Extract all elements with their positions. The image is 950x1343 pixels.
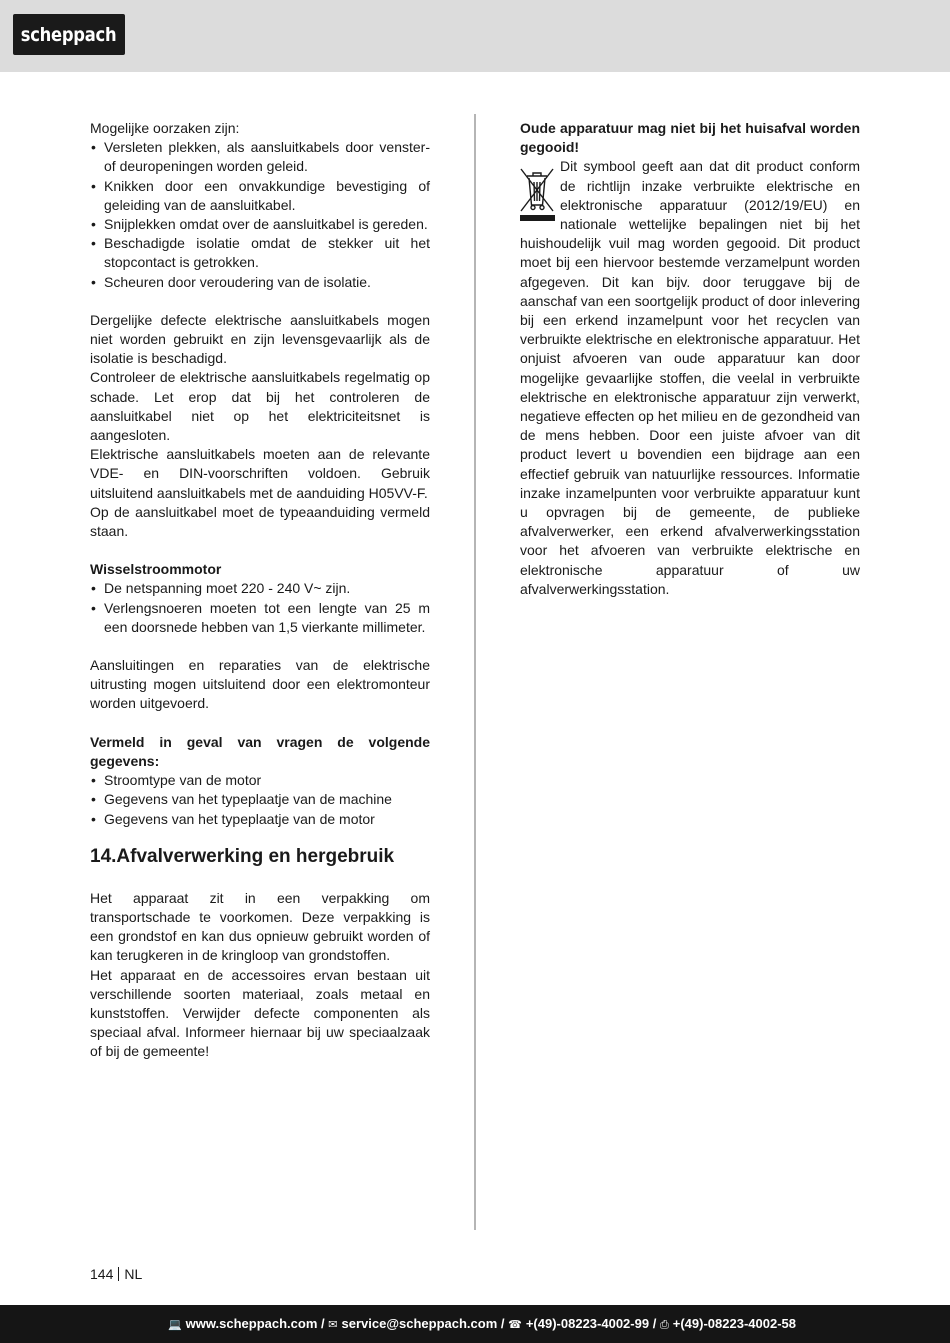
right-column	[520, 119, 860, 599]
contact-footer	[0, 1305, 950, 1343]
list-item: • Gegevens van het typeplaatje van de motor	[90, 810, 430, 829]
bullet-icon: •	[91, 791, 96, 808]
header-band	[0, 0, 950, 72]
contact-line	[168, 1316, 796, 1332]
list-item: • De netspanning moet 220 - 240 V~ zijn.	[90, 579, 430, 598]
page-number: 144	[90, 1266, 114, 1282]
list-item: • Scheuren door veroudering van de isolatie.	[90, 273, 430, 292]
footer-separator: /	[500, 1316, 505, 1331]
section-title: 14.Afvalverwerking en hergebruik	[90, 845, 395, 867]
bullet-icon: •	[91, 235, 96, 252]
list-item: • Stroomtype van de motor	[90, 771, 430, 790]
envelope-icon: ✉	[328, 1319, 338, 1331]
cable-paragraph: Op de aansluitkabel moet de typeaanduiding vermeld staan.	[90, 503, 430, 540]
page-separator	[118, 1267, 119, 1281]
bullet-icon: •	[91, 177, 96, 194]
footer-separator: /	[652, 1316, 657, 1331]
section-paragraph: Het apparaat en de accessoires ervan bestaan uit verschillende soorten materiaal, zoals metaal en kunststoffen. Verwijder defecte componenten als speciaal afval. Informeer hiernaar bij uw speciaalzaak of bij de gemeente!	[90, 966, 430, 1060]
column-divider	[474, 114, 476, 1230]
disposal-heading: Oude apparatuur mag niet bij het huisafval worden gegooid!	[520, 120, 860, 156]
list-item: • Knikken door een onvakkundige bevestiging of geleiding van de aansluitkabel.	[91, 177, 430, 213]
scheppach-logo[interactable]	[13, 14, 125, 55]
bullet-icon: •	[91, 772, 96, 789]
disposal-block	[520, 157, 860, 599]
bullet-icon: •	[91, 810, 96, 827]
computer-icon: 💻	[167, 1319, 182, 1331]
list-item: • Gegevens van het typeplaatje van de machine	[90, 790, 430, 809]
bullet-icon: •	[91, 216, 96, 233]
website-link[interactable]: www.scheppach.com	[185, 1316, 318, 1331]
cable-paragraph: Dergelijke defecte elektrische aansluitkabels mogen niet worden gebruikt en zijn levensgevaarlijk als de isolatie is beschadigd.	[90, 311, 430, 367]
list-item: • Snijplekken omdat over de aansluitkabel is gereden.	[90, 215, 430, 234]
motor-heading: Wisselstroommotor	[90, 561, 222, 578]
list-item: • Verlengsnoeren moeten tot een lengte van 25 m een doorsnede hebben van 1,5 vierkante millimeter.	[91, 599, 430, 635]
bullet-icon: •	[91, 599, 96, 616]
fax-number[interactable]: +(49)-08223-4002-58	[672, 1316, 796, 1331]
telephone-icon: ☎	[508, 1319, 522, 1331]
motor-list	[90, 579, 430, 637]
section-paragraph: Het apparaat zit in een verpakking om transportschade te voorkomen. Deze verpakking is een grondstof en kan dus opnieuw gebruikt worden of kan terugkeren in de kringloop van grondstoffen.	[90, 889, 430, 964]
page-number-label	[90, 1265, 142, 1283]
bullet-icon: •	[91, 139, 96, 156]
left-column	[90, 119, 430, 1062]
list-item: • Versleten plekken, als aansluitkabels door venster- of deuropeningen worden geleid.	[91, 139, 430, 175]
footer-separator: /	[321, 1316, 325, 1331]
cable-paragraph: Elektrische aansluitkabels moeten aan de relevante VDE- en DIN-voorschriften voldoen. Gebruik uitsluitend aansluitkabels met de aanduiding H05VV-F.	[90, 446, 430, 501]
phone-number[interactable]: +(49)-08223-4002-99	[525, 1316, 650, 1331]
questions-list	[90, 771, 430, 829]
fax-icon: ⎙	[659, 1319, 669, 1331]
email-link[interactable]: service@scheppach.com	[341, 1316, 498, 1331]
causes-list	[90, 138, 430, 292]
crossed-out-wheelie-bin-icon	[520, 161, 556, 223]
questions-heading: Vermeld in geval van vragen de volgende gegevens:	[90, 733, 430, 769]
logo-text: scheppach	[21, 23, 117, 46]
causes-intro: Mogelijke oorzaken zijn:	[90, 120, 240, 136]
disposal-body: Dit symbool geeft aan dat dit product conform de richtlijn inzake verbruikte elektrische en elektronische apparatuur (2012/19/EU) en nationale wettelijke bepalingen niet bij het huishoudelijk vuil mag worden gegooid. Dit product moet bij een hiervoor bestemde verzamelpunt worden afgegeven. Dit kan bijv. door teruggave bij de aanschaf van een soortgelijk product of door inlevering bij een erkend inzamelpunt voor het recyclen van verbruikte elektrische en elektronische apparatuur. Het onjuist afvoeren van oude apparatuur kan door mogelijke gevaarlijke stoffen, die veelal in verbruikte elektrische en elektronische apparatuur zijn verwerkt, negatieve effecten op het milieu en de gezondheid van de mens hebben. Door een juiste afvoer van dit product levert u bovendien een bijdrage aan een effectief gebruik van natuurlijke ressources. Informatie inzake inzamelpunten voor verbruikte apparatuur kunt u opvragen bij de gemeente, de publieke afvalverwerker, een erkend afvalverwerkingsstation voor het afvoeren van verbruikte elektrische en elektronische apparatuur of uw afvalverwerkingsstation.	[520, 158, 860, 597]
bullet-icon: •	[91, 580, 96, 597]
cable-paragraph: Controleer de elektrische aansluitkabels regelmatig op schade. Let erop dat bij het controleren de aansluitkabel niet op het elektriciteitsnet is aangesloten.	[90, 369, 430, 444]
language-code: NL	[124, 1266, 143, 1282]
repairs-paragraph: Aansluitingen en reparaties van de elektrische uitrusting mogen uitsluitend door een elektromonteur worden uitgevoerd.	[90, 657, 430, 712]
list-item: • Beschadigde isolatie omdat de stekker uit het stopcontact is getrokken.	[91, 235, 430, 271]
bullet-icon: •	[91, 273, 96, 290]
